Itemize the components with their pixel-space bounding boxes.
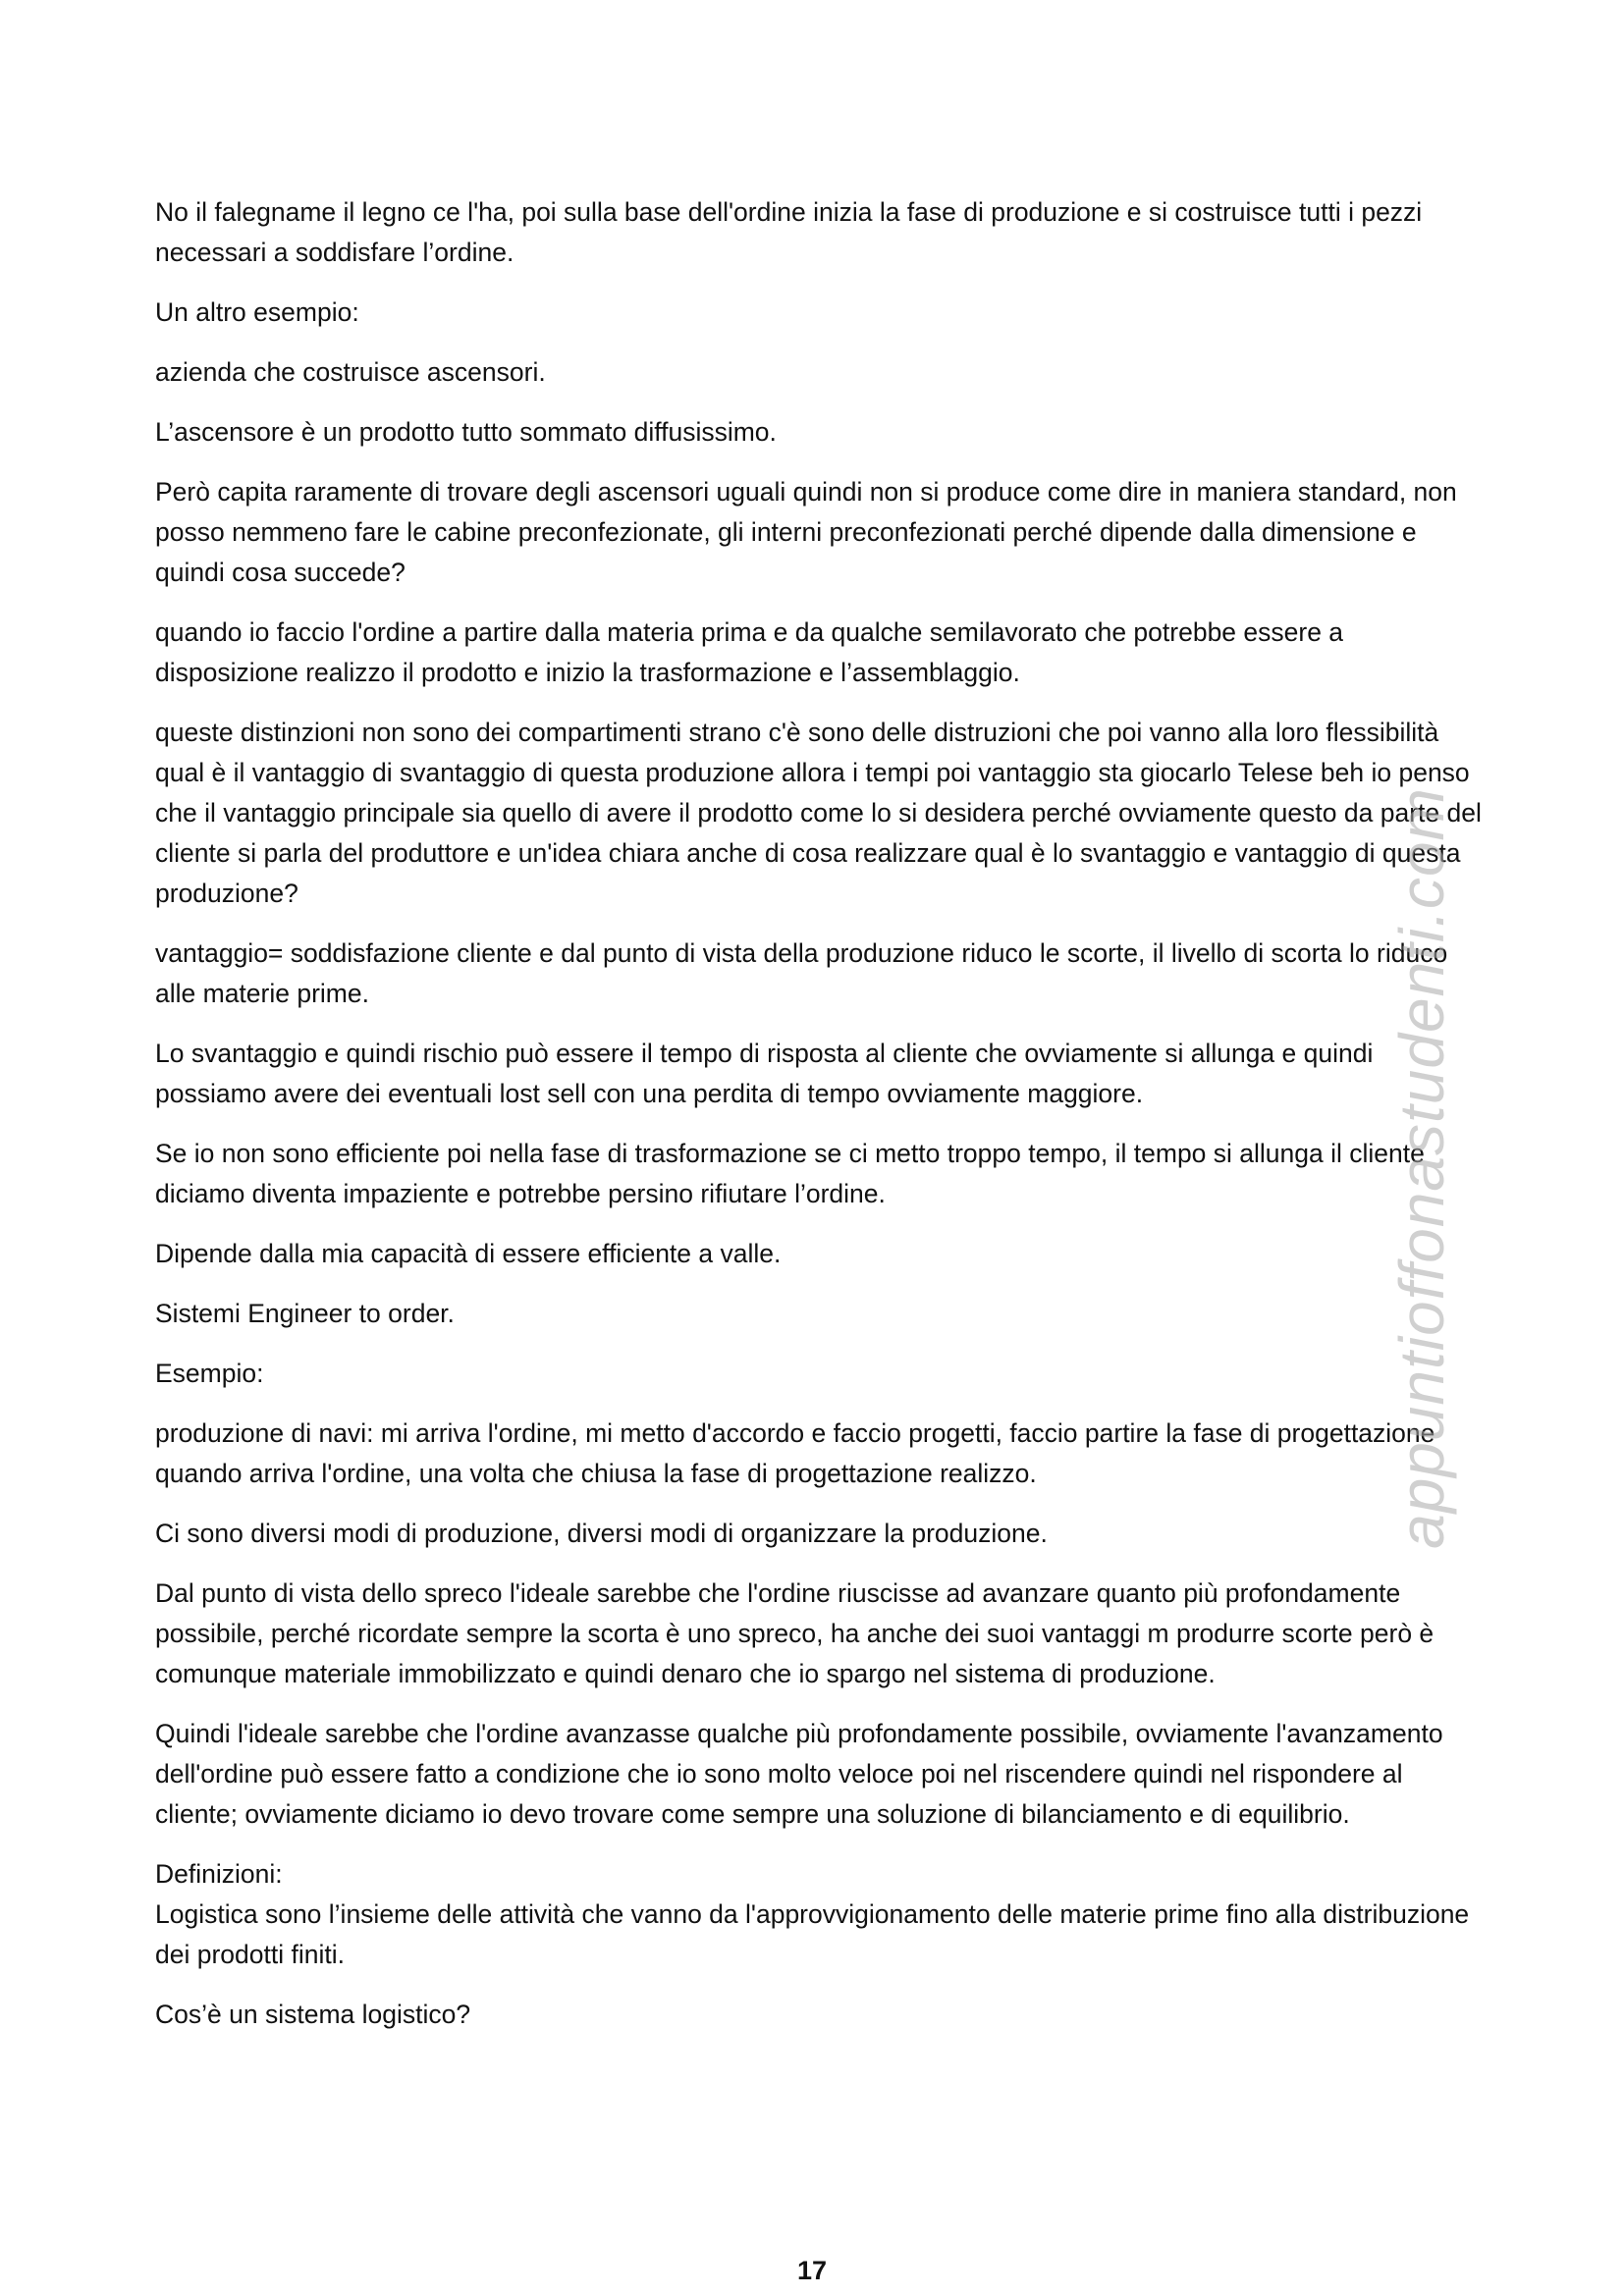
paragraph: Dal punto di vista dello spreco l'ideale sarebbe che l'ordine riuscisse ad avanzare quanto più profondamente possibile, perché ricordate sempre la scorta è uno spreco, ha anche dei suoi vantaggi m produrre scorte però è comunque materiale immobilizzato e quindi denaro che io spargo nel sistema di produzione. [155, 1578, 1435, 1688]
paragraph: Se io non sono efficiente poi nella fase di trasformazione se ci metto troppo tempo, il tempo si allunga il cliente diciamo diventa impaziente e potrebbe persino rifiutare l’ordine. [155, 1139, 1425, 1208]
paragraph: Quindi l'ideale sarebbe che l'ordine avanzasse qualche più profondamente possibile, ovviamente l'avanzamento dell'ordine può essere fatto a condizione che io sono molto veloce poi nel riscendere quindi nel rispondere al cliente; ovviamente diciamo io devo trovare come sempre una soluzione di bilanciamento e di equilibrio. [155, 1719, 1443, 1829]
paragraph: Esempio: [155, 1359, 264, 1388]
paragraph: produzione di navi: mi arriva l'ordine, mi metto d'accordo e faccio progetti, faccio partire la fase di progettazione quando arriva l'ordine, una volta che chiusa la fase di progettazione realizzo. [155, 1418, 1435, 1488]
paragraph: quando io faccio l'ordine a partire dalla materia prima e da qualche semilavorato che potrebbe essere a disposizione realizzo il prodotto e inizio la trasformazione e l’assemblaggio. [155, 617, 1344, 687]
paragraph: azienda che costruisce ascensori. [155, 357, 546, 387]
paragraph: Cos’è un sistema logistico? [155, 2000, 471, 2029]
paragraph: vantaggio= soddisfazione cliente e dal punto di vista della produzione riduco le scorte, il livello di scorta lo riduco alle materie prime. [155, 938, 1448, 1008]
paragraph: Logistica sono l’insieme delle attività che vanno da l'approvvigionamento delle materie prime fino alla distribuzione dei prodotti finiti. [155, 1899, 1470, 1969]
paragraph: Lo svantaggio e quindi rischio può essere il tempo di risposta al cliente che ovviamente si allunga e quindi possiamo avere dei eventuali lost sell con una perdita di tempo ovviamente maggiore. [155, 1039, 1374, 1108]
paragraph: No il falegname il legno ce l'ha, poi sulla base dell'ordine inizia la fase di produzione e si costruisce tutti i pezzi necessari a soddisfare l’ordine. [155, 197, 1423, 267]
paragraph: Ci sono diversi modi di produzione, diversi modi di organizzare la produzione. [155, 1519, 1048, 1548]
watermark-text: appuntioffonastudenti.com [1386, 787, 1457, 1549]
paragraph: L’ascensore è un prodotto tutto sommato diffusissimo. [155, 417, 777, 447]
document-body [155, 192, 1490, 2055]
page-number: 17 [796, 2256, 828, 2285]
paragraph: queste distinzioni non sono dei compartimenti strano c'è sono delle distruzioni che poi vanno alla loro flessibilità qual è il vantaggio di svantaggio di questa produzione allora i tempi poi vantaggio sta giocarlo Telese beh io penso che il vantaggio principale sia quello di avere il prodotto come lo si desidera perché ovviamente questo da parte del cliente si parla del produttore e un'idea chiara anche di cosa realizzare qual è lo svantaggio e vantaggio di questa produzione? [155, 718, 1482, 908]
paragraph: Sistemi Engineer to order. [155, 1299, 455, 1328]
paragraph: Dipende dalla mia capacità di essere efficiente a valle. [155, 1239, 782, 1268]
definitions-heading: Definizioni: [155, 1859, 283, 1889]
paragraph: Un altro esempio: [155, 297, 359, 327]
paragraph: Però capita raramente di trovare degli ascensori uguali quindi non si produce come dire in maniera standard, non posso nemmeno fare le cabine preconfezionate, gli interni preconfezionati perché dipende dalla dimensione e quindi cosa succede? [155, 477, 1457, 587]
